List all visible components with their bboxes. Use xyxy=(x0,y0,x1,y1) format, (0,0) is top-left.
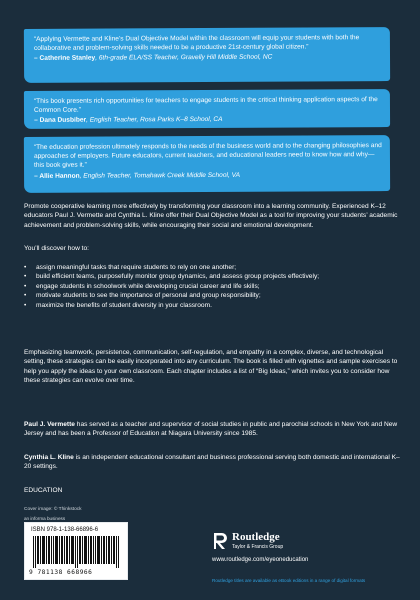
category-label: EDUCATION xyxy=(24,487,63,494)
quote-text: “Applying Vermette and Kline’s Dual Objective Model within the classroom will equip your students with both the collaborative and problem-solving skills needed to be a productive 21st-century global citizen.” xyxy=(33,34,360,53)
cover-credit: Cover image: © Thinkstock xyxy=(24,507,82,512)
list-item: • assign meaningful tasks that require students to rely on one another; xyxy=(24,263,400,272)
list-item: • build efficient teams, purposefully monitor group dynamics, and assess group projects effectively; xyxy=(24,272,400,281)
author-bio-text: is an independent educational consultant and business professional serving both domestic and international K–20 settings. xyxy=(24,454,400,471)
publisher-url[interactable]: www.routledge.com/eyeoneducation xyxy=(212,557,309,563)
author-bio-text: has served as a teacher and supervisor of social studies in public and parochial schools in New York and New Jersey and has been a Professor of Education at Niagara University since 1985. xyxy=(24,421,398,438)
quote-author: – Dana Dusbiber xyxy=(34,117,87,125)
quote-attribution xyxy=(34,114,382,125)
endorsement-quote-1 xyxy=(24,27,390,83)
author-bio-1 xyxy=(24,420,400,439)
quote-author-role: , English Teacher, Rosa Parks K–8 School, CA xyxy=(86,116,223,125)
discover-lead: You’ll discover how to: xyxy=(24,245,89,252)
intro-paragraph: Promote cooperative learning more effectively by transforming your classroom into a learning community. Experienced K–12 educators Paul J. Vermette and Cynthia L. Kline offer their Dual Objective Model as a tool for improving your students’ academic achievement and problem-solving skills, while encouraging their social and emotional development. xyxy=(24,203,398,229)
publisher-name: Routledge xyxy=(232,531,280,543)
author-name: Paul J. Vermette xyxy=(24,421,75,428)
quote-author: – Allie Hannon xyxy=(34,172,80,180)
quote-text: “The education profession ultimately responds to the needs of the business world and to the changing philosophies and approaches of employers. Future educators, current teachers, and educational leaders need to know how and why—this book gives it.” xyxy=(33,142,382,170)
emphasis-paragraph: Emphasizing teamwork, persistence, communication, self-regulation, and empathy in a complex, diverse, and technological setting, these strategies can be easily incorporated into any curriculum. The book is filled with vignettes and sample exercises to help you apply the ideas to your own classroom. Each chapter includes a list of “Big Ideas,” which invites you to consider how these strategies can evolve over time. xyxy=(24,349,398,385)
quote-author-role: , 6th-grade ELA/SS Teacher, Gravelly Hill Middle School, NC xyxy=(95,54,273,62)
discover-list xyxy=(24,263,400,310)
quote-text: “This book presents rich opportunities for teachers to engage students in the critical thinking application aspects of the Common Core.” xyxy=(33,96,378,115)
barcode-number: 9 781138 668966 xyxy=(29,569,93,576)
endorsement-quote-3 xyxy=(24,135,390,193)
quote-attribution xyxy=(34,170,382,181)
author-bio-2 xyxy=(24,453,400,472)
list-item: • motivate students to see the importance of personal and group responsibility; xyxy=(24,291,400,300)
ebook-footer-note: Routledge titles are available as eBook editions in a range of digital formats xyxy=(212,578,366,583)
quote-author: – Catherine Stanley xyxy=(33,54,96,63)
isbn-barcode-box xyxy=(24,522,128,580)
routledge-logo-icon xyxy=(212,532,228,550)
quote-attribution xyxy=(34,52,382,63)
list-item: • maximize the benefits of student diversity in your classroom. xyxy=(24,301,400,310)
author-name: Cynthia L. Kline xyxy=(24,454,74,461)
publisher-group: Taylor & Francis Group xyxy=(232,544,284,550)
list-item: • engage students in schoolwork while developing crucial career and life skills; xyxy=(24,282,400,291)
endorsement-quote-2 xyxy=(24,89,390,129)
quote-author-role: , English Teacher, Tomahawk Creek Middle School, VA xyxy=(79,171,241,180)
isbn-text: ISBN 978-1-138-66896-6 xyxy=(31,527,99,533)
informa-tagline: an informa business xyxy=(24,516,66,521)
barcode-icon xyxy=(31,536,121,568)
